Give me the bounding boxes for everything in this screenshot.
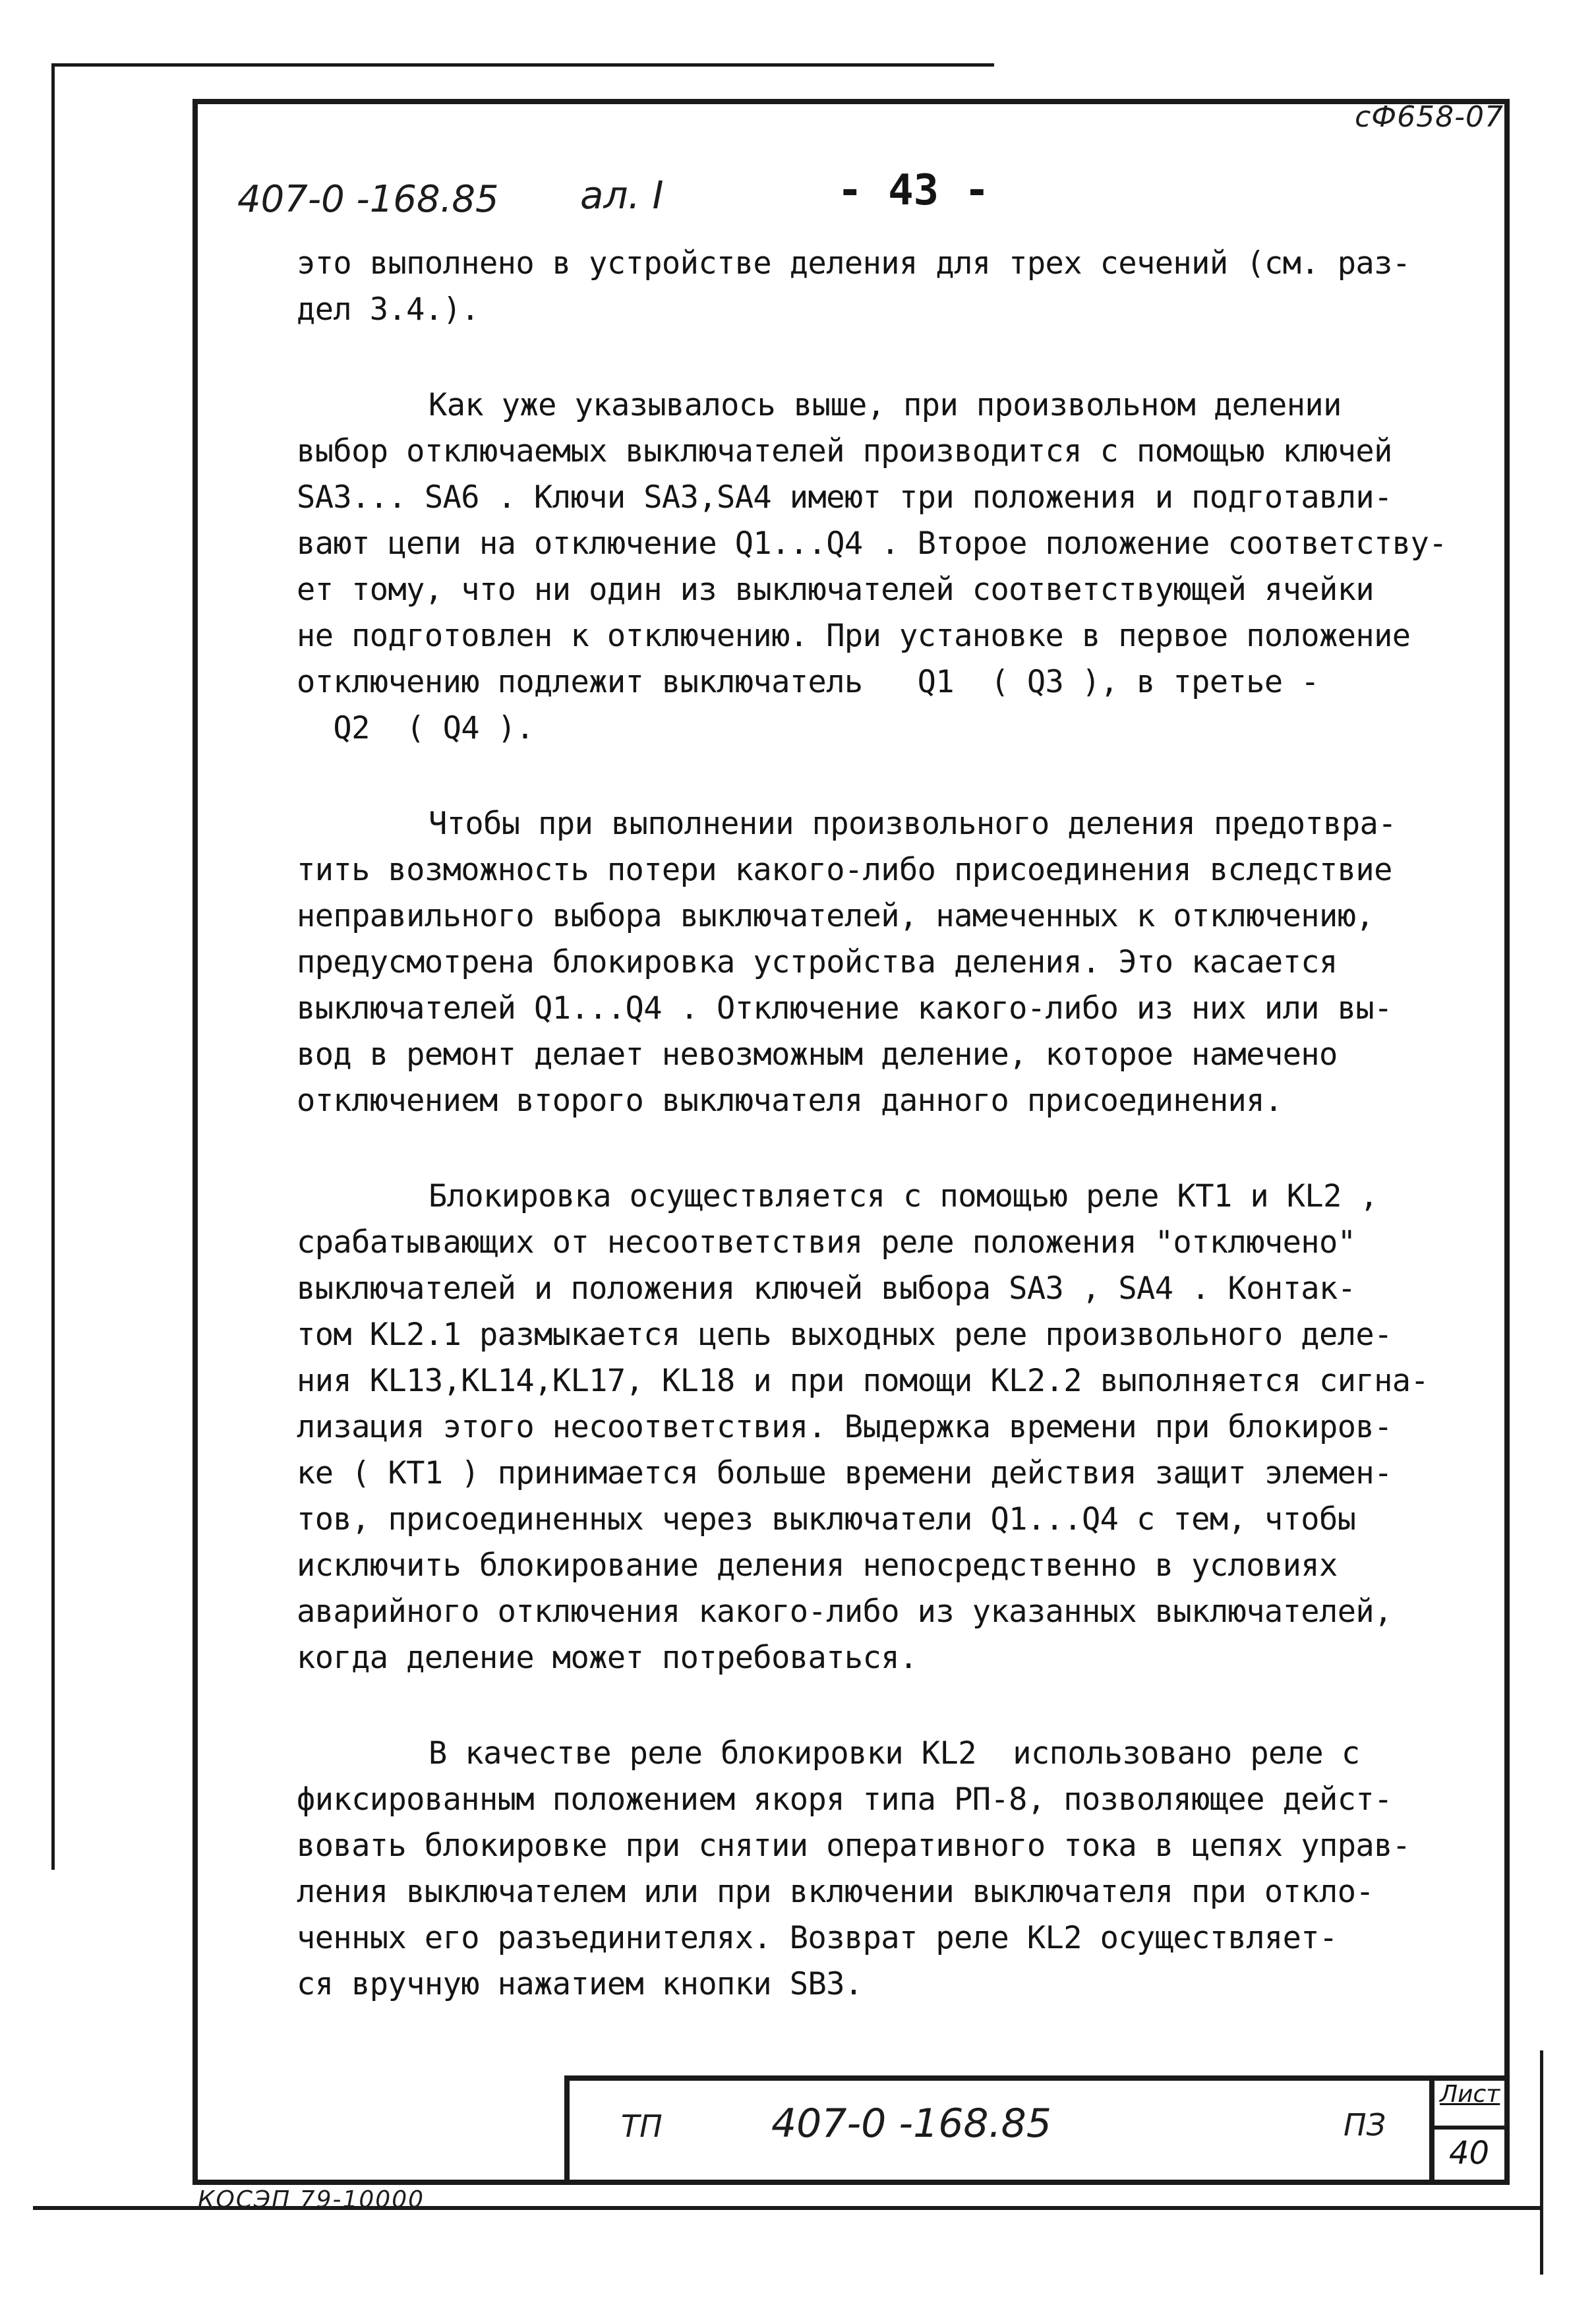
text-line: Q2 ( Q4 ).: [297, 710, 535, 746]
text-line: предусмотрена блокировка устройства деления. Это касается: [297, 944, 1338, 980]
text-line: вовать блокировке при снятии оперативного тока в цепях управ-: [297, 1828, 1411, 1864]
text-line: ет тому, что ни один из выключателей соответствующей ячейки: [297, 572, 1374, 608]
text-line: неправильного выбора выключателей, намеченных к отключению,: [297, 898, 1374, 934]
text-line: выбор отключаемых выключателей производится с помощью ключей: [297, 433, 1392, 469]
text-line: Чтобы при выполнении произвольного деления предотвра-: [429, 806, 1396, 842]
text-line: Как уже указывалось выше, при произвольном делении: [429, 387, 1342, 423]
paragraph: [297, 801, 1483, 1124]
sheet-number: 40: [1449, 2135, 1490, 2172]
sheet-cell: [1429, 2078, 1510, 2185]
page-number: - 43 -: [837, 166, 990, 215]
text-line: срабатывающих от несоответствия реле положения "отключено": [297, 1224, 1356, 1261]
title-block-code: ПЗ: [1344, 2107, 1386, 2143]
text-line: отключению подлежит выключатель Q1 ( Q3 ), в третье -: [297, 664, 1319, 700]
sheet-edge-left: [51, 63, 55, 1870]
text-line: дел 3.4.).: [297, 291, 479, 328]
paragraph: [297, 382, 1483, 752]
text-line: тить возможность потери какого-либо присоединения вследствие: [297, 852, 1392, 888]
text-line: когда деление может потребоваться.: [297, 1640, 918, 1676]
text-line: SA3... SA6 . Ключи SA3,SA4 имеют три положения и подготавли-: [297, 479, 1392, 516]
title-block-type: ТП: [621, 2108, 663, 2144]
text-line: лизация этого несоответствия. Выдержка времени при блокиров-: [297, 1409, 1392, 1445]
text-line: отключением второго выключателя данного присоединения.: [297, 1083, 1283, 1119]
album-number: ал. I: [580, 173, 664, 218]
paragraph: [297, 1174, 1483, 1681]
text-line: не подготовлен к отключению. При установке в первое положение: [297, 618, 1411, 654]
body-text: [297, 241, 1483, 2057]
sheet-edge-top: [51, 63, 994, 67]
text-line: том KL2.1 размыкается цепь выходных реле произвольного деле-: [297, 1317, 1392, 1353]
printer-code: КОСЭП 79-10000: [198, 2186, 425, 2213]
sheet-label: Лист: [1440, 2081, 1500, 2108]
text-line: тов, присоединенных через выключатели Q1...Q4 с тем, чтобы: [297, 1501, 1356, 1537]
text-line: В качестве реле блокировки KL2 использовано реле с: [429, 1735, 1360, 1772]
sheet-divider: [1434, 2126, 1510, 2130]
paragraph: [297, 1731, 1483, 2008]
text-line: аварийного отключения какого-либо из указанных выключателей,: [297, 1594, 1392, 1630]
text-line: ния KL13,KL14,KL17, KL18 и при помощи KL2.2 выполняется сигна-: [297, 1363, 1429, 1399]
text-line: ке ( KT1 ) принимается больше времени действия защит элемен-: [297, 1455, 1392, 1491]
text-line: вают цепи на отключение Q1...Q4 . Второе положение соответству-: [297, 525, 1447, 562]
text-line: выключателей Q1...Q4 . Отключение какого-либо из них или вы-: [297, 990, 1392, 1027]
text-line: фиксированным положением якоря типа РП-8, позволяющее дейст-: [297, 1781, 1392, 1818]
paragraph: [297, 241, 1483, 333]
title-block-document-number: 407-0 -168.85: [771, 2101, 1052, 2147]
text-line: ся вручную нажатием кнопки SB3.: [297, 1966, 863, 2002]
document-number: 407-0 -168.85: [237, 178, 499, 221]
text-line: исключить блокирование деления непосредственно в условиях: [297, 1547, 1338, 1584]
text-line: вод в ремонт делает невозможным деление, которое намечено: [297, 1036, 1338, 1073]
corner-code: сФ658-07: [1355, 100, 1504, 134]
text-line: ления выключателем или при включении выключателя при откло-: [297, 1874, 1374, 1910]
sheet-edge-right: [1540, 2050, 1543, 2275]
text-line: это выполнено в устройстве деления для трех сечений (см. раз-: [297, 245, 1411, 282]
text-line: ченных его разъединителях. Возврат реле KL2 осуществляет-: [297, 1920, 1338, 1956]
text-line: Блокировка осуществляется с помощью реле KT1 и KL2 ,: [429, 1178, 1378, 1214]
text-line: выключателей и положения ключей выбора SA3 , SA4 . Контак-: [297, 1270, 1356, 1307]
